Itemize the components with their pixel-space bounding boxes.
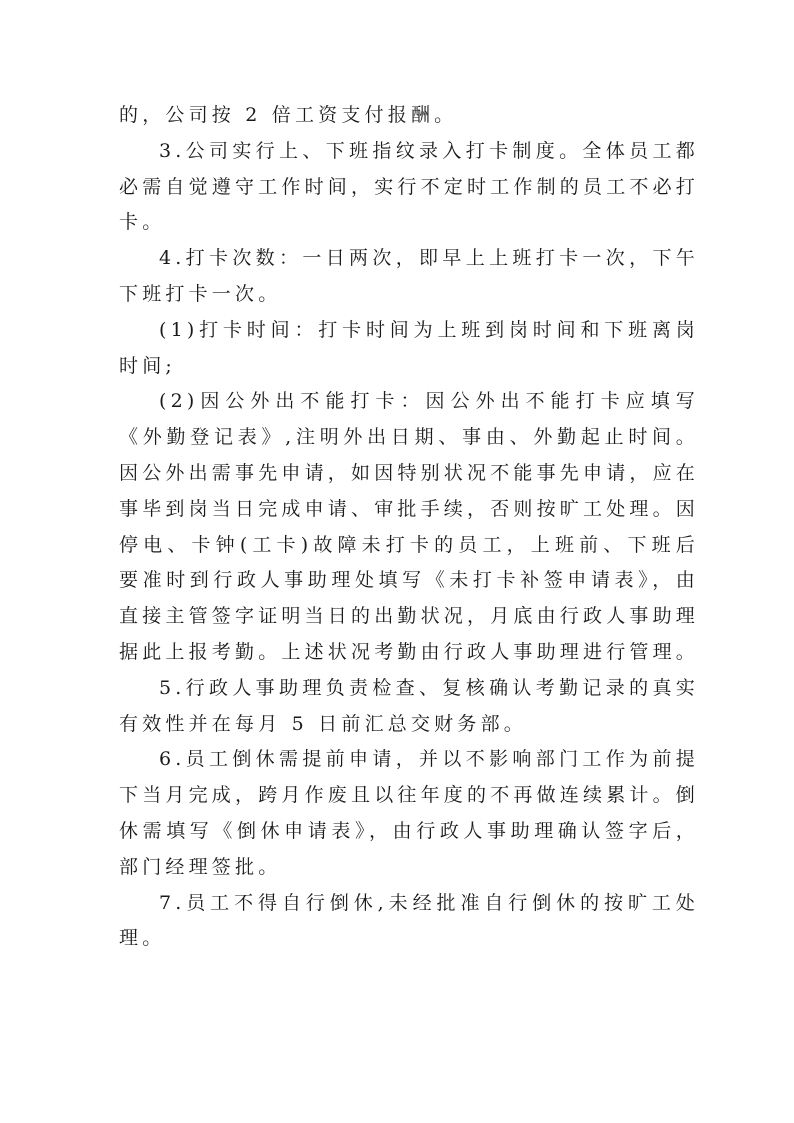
paragraph-continuation: 的，公司按 2 倍工资支付报酬。 (119, 104, 458, 126)
paragraph-item-3: 3.公司实行上、下班指纹录入打卡制度。全体员工都必需自觉遵守工作时间，实行不定时工作制的员工不必打卡。 (119, 139, 700, 234)
paragraph-item-4-2: (2)因公外出不能打卡：因公外出不能打卡应填写《外勤登记表》,注明外出日期、事由、外勤起止时间。因公外出需事先申请，如因特别状况不能事先申请，应在事毕到岗当日完成申请、审批手续，否则按旷工处理。因停电、卡钟(工卡)故障未打卡的员工，上班前、下班后要准时到行政人事助理处填写《未打卡补签申请表》，由直接主管签字证明当日的出勤状况，月底由行政人事助理据此上报考勤。上述状况考勤由行政人事助理进行管理。 (119, 390, 700, 663)
paragraph-item-7: 7.员工不得自行倒休,未经批准自行倒休的按旷工处理。 (119, 891, 699, 950)
paragraph-item-5: 5.行政人事助理负责检查、复核确认考勤记录的真实有效性并在每月 5 日前汇总交财务部。 (119, 676, 699, 735)
document-body (119, 98, 699, 957)
paragraph-item-6: 6.员工倒休需提前申请，并以不影响部门工作为前提下当月完成，跨月作废且以往年度的不再做连续累计。倒休需填写《倒休申请表》，由行政人事助理确认签字后，部门经理签批。 (119, 748, 700, 878)
paragraph-item-4-1: (1)打卡时间：打卡时间为上班到岗时间和下班离岗时间; (119, 318, 699, 377)
paragraph-item-4: 4.打卡次数：一日两次，即早上上班打卡一次，下午下班打卡一次。 (119, 247, 699, 305)
